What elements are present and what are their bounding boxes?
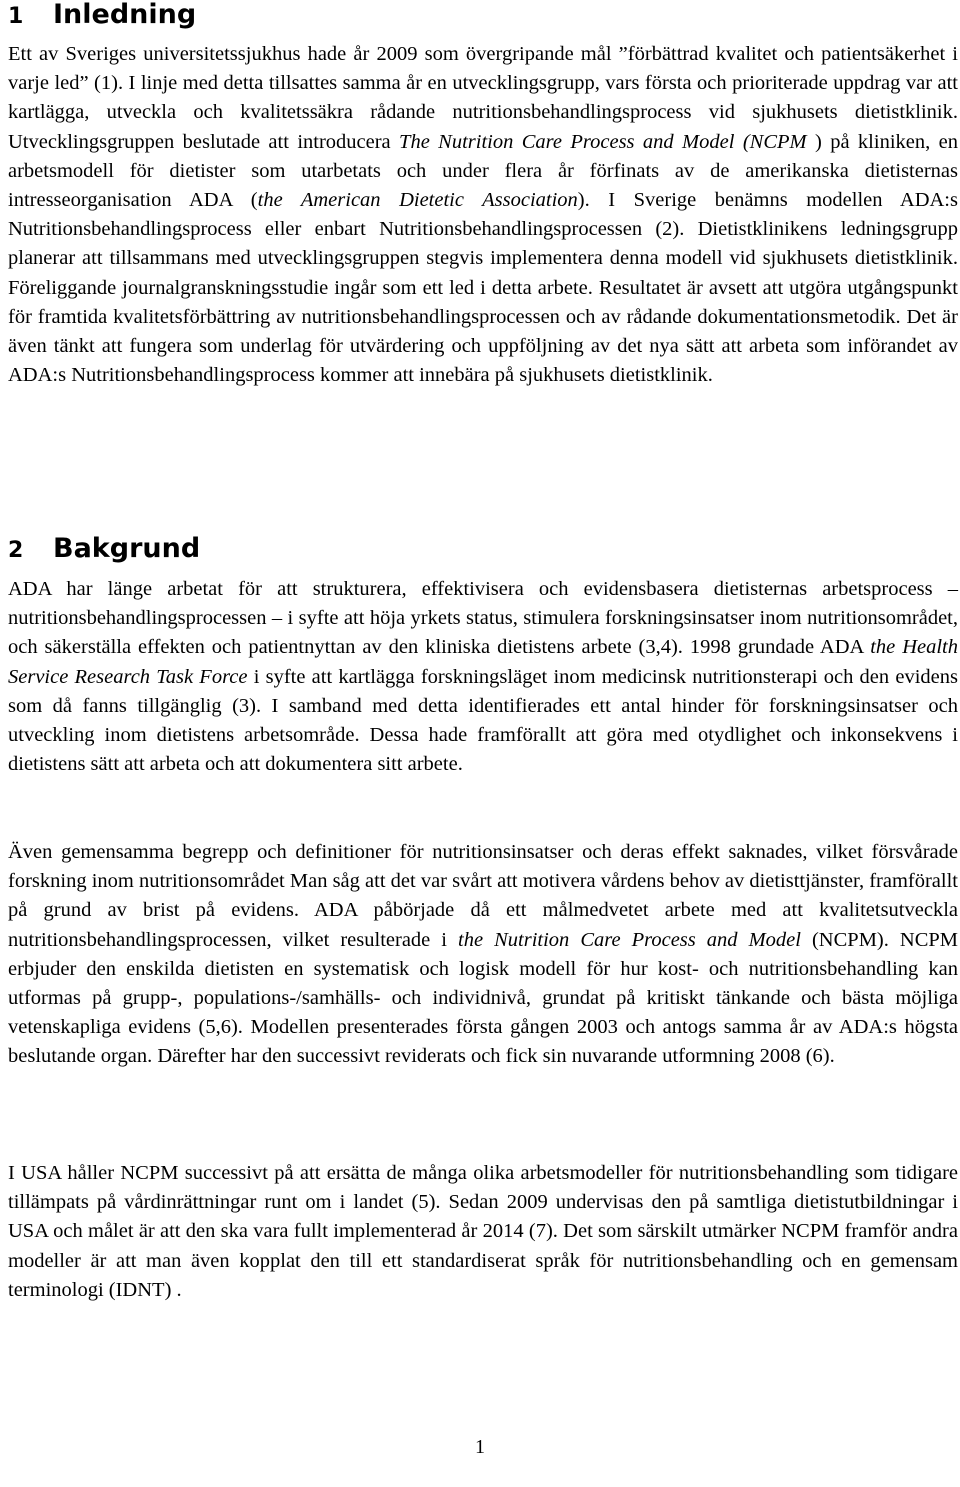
italic-run: the American Dietetic Association: [257, 189, 578, 212]
text-run: Ett av Sveriges universitetssjukhus hade år 2009 som övergripande mål ”förbättrad kvalitet och patientsäkerhet i varje led” (1). I linje med detta tillsattes samma år en utvecklingsgrupp, vars första och prioriterade uppdrag var att kartlägga, utveckla och kvalitetssäkra rådande nutritionsbehandlingsprocess vid sjukhusets dietistklinik. Utvecklingsgruppen beslutade att introducera: [8, 43, 958, 153]
italic-run: the Nutrition Care Process and Model: [458, 928, 801, 951]
paragraph-inledning: [8, 40, 958, 390]
section-number: 1: [8, 4, 24, 29]
paragraph-bakgrund-1: [8, 575, 958, 779]
italic-run: the Health Service Research Task Force: [8, 636, 958, 688]
paragraph-bakgrund-2: [8, 838, 958, 1072]
page-number: 1: [475, 1436, 485, 1458]
text-run: (NCPM). NCPM erbjuder den enskilda dietisten en systematisk och logisk modell för hur kost- och nutritionsbehandling kan utformas på grupp-, populations-/samhälls- och individnivå, grundat på kritiskt tänkande och bästa möjliga vetenskapliga evidens (5,6). Modellen presenterades första gången 2003 och antogs samma år av ADA:s högsta beslutande organ. Därefter har den successivt reviderats och fick sin nuvarande utformning 2008 (6).: [8, 928, 959, 1068]
section-heading-bakgrund: [8, 534, 200, 564]
text-run: I USA håller NCPM successivt på att ersätta de många olika arbetsmodeller för nutritionsbehandling som tidigare tillämpats på vårdinrättningar runt om i landet (5). Sedan 2009 undervisas den på samtliga dietistutbildningar i USA och målet är att den ska vara fullt implementerad år 2014 (7). Det som särskilt utmärker NCPM framför andra modeller är att man även kopplat den till ett standardiserat språk för nutritionsbehandling och en gemensam terminologi (IDNT) .: [8, 1162, 958, 1301]
text-run: ). I Sverige benämns modellen ADA:s Nutritionsbehandlingsprocess eller enbart Nutritionsbehandlingsprocessen (2). Dietistklinikens ledningsgrupp planerar att tillsammans med utvecklingsgruppen stegvis implementera denna modell vid sjukhusets dietistklinik. Föreliggande journalgranskningsstudie ingår som ett led i detta arbete. Resultatet är avsett att utgöra utgångspunkt för framtida kvalitetsförbättring av nutritionsbehandlingsprocessen och av rådande dokumentationsmetodik. Det är även tänkt att fungera som underlag för utvärdering och uppföljning av det nya sätt att arbeta som införandet av ADA:s Nutritionsbehandlingsprocess kommer att innebära på sjukhusets dietistklinik.: [8, 189, 958, 387]
italic-run: The Nutrition Care Process and Model (NCPM: [399, 130, 807, 153]
section-number: 2: [8, 538, 24, 563]
text-run: Även gemensamma begrepp och definitioner för nutritionsinsatser och deras effekt saknades, vilket försvårade forskning inom nutritionsområdet Man såg att det var svårt att motivera vårdens behov av dietisttjänster, framförallt på grund av brist på evidens. ADA påbörjade då ett målmedvetet arbete med att kvalitetsutveckla nutritionsbehandlingsprocessen, vilket resulterade i: [8, 841, 958, 951]
section-title: Bakgrund: [53, 533, 201, 564]
text-run: i syfte att kartlägga forskningsläget inom medicinsk nutritionsterapi och den evidens som då fanns tillgänglig (3). I samband med detta identifierades ett antal hinder för forskningsinsatser och utveckling inom dietistens arbetsområde. Dessa hade framförallt att göra med otydlighet och inkonsekvens i dietistens sätt att arbeta och att dokumentera sitt arbete.: [8, 665, 958, 776]
text-run: ) på kliniken, en arbetsmodell för dietister som utarbetats och under flera år förfinats av de amerikanska dietisternas intresseorganisation ADA (: [8, 130, 958, 212]
section-title: Inledning: [53, 0, 197, 30]
section-heading-inledning: [8, 0, 196, 30]
paragraph-bakgrund-3: [8, 1159, 958, 1305]
text-run: ADA har länge arbetat för att strukturera, effektivisera och evidensbasera dietisternas arbetsprocess – nutritionsbehandlingsprocessen – i syfte att höja yrkets status, stimulera forskningsinsatser inom nutritionsområdet, och säkerställa effekten och patientnyttan av den kliniska dietistens arbete (3,4). 1998 grundade ADA: [8, 578, 958, 659]
